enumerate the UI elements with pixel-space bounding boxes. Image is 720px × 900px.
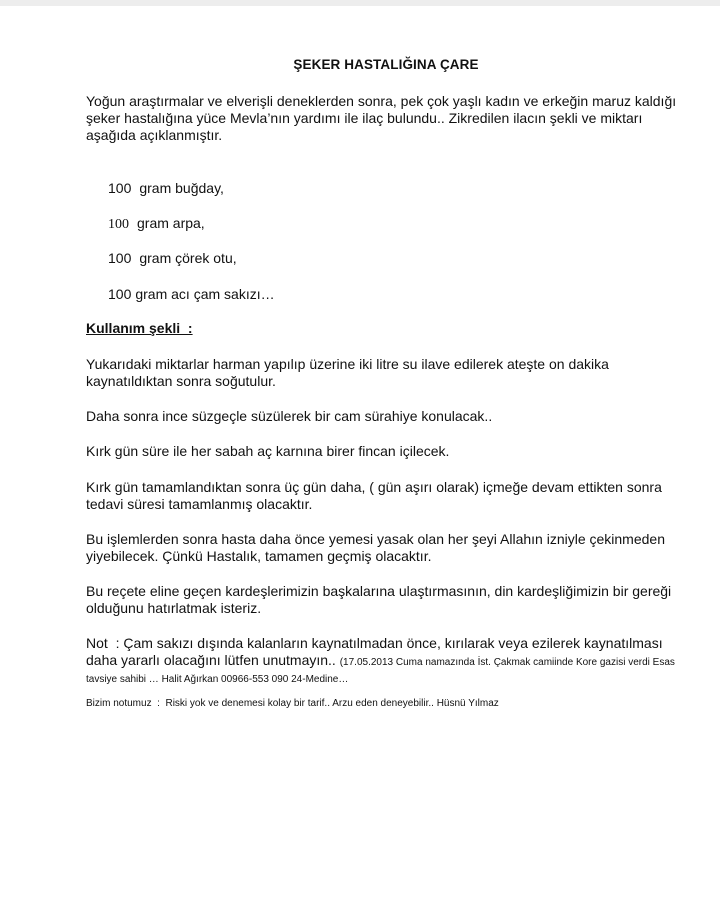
intro-paragraph: Yoğun araştırmalar ve elverişli deneklerden sonra, pek çok yaşlı kadın ve erkeğin maruz kaldığı şeker hastalığına yüce Mevla’nın yardımı ile ilaç bulundu.. Zikredilen ilacın şekli ve miktarı aşağıda açıklanmıştır. [86, 93, 677, 143]
note-text: Çam sakızı dışında kalanların kaynatılmadan önce, kırılarak veya ezilerek kaynatılması daha yararlı olacağını lütfen unutmayın.. [86, 635, 663, 668]
ingredient-item [108, 215, 205, 233]
note-paragraph [86, 635, 692, 686]
ingredient-text: gram acı çam sakızı… [135, 286, 275, 302]
ingredient-item [108, 180, 224, 197]
ingredient-item [108, 286, 275, 303]
instruction-paragraph: Bu reçete eline geçen kardeşlerimizin başkalarına ulaştırmasının, din kardeşliğimizin bir gereği olduğunu hatırlatmak isteriz. [86, 583, 672, 616]
footer-note: Bizim notumuz : Riski yok ve denemesi kolay bir tarif.. Arzu eden deneyebilir.. Hüsnü Yılmaz [86, 698, 499, 709]
note-label: Not : [86, 635, 120, 651]
ingredient-text: gram çörek otu, [139, 250, 237, 266]
ingredient-quantity: 100 [108, 180, 132, 196]
top-band [0, 0, 720, 6]
instruction-paragraph: Kırk gün süre ile her sabah aç karnına birer fincan içilecek. [86, 443, 450, 459]
ingredient-item [108, 250, 237, 267]
instruction-paragraph: Daha sonra ince süzgeçle süzülerek bir cam sürahiye konulacak.. [86, 408, 493, 424]
usage-heading: Kullanım şekli : [86, 320, 193, 336]
instruction-paragraph: Kırk gün tamamlandıktan sonra üç gün daha, ( gün aşırı olarak) içmeğe devam ettikten sonra tedavi süresi tamamlanmış olacaktır. [86, 479, 662, 512]
ingredient-text: gram buğday, [139, 180, 224, 196]
ingredient-quantity: 100 [108, 286, 132, 302]
document-title: ŞEKER HASTALIĞINA ÇARE [293, 57, 479, 72]
ingredient-text: gram arpa, [137, 215, 205, 231]
instruction-paragraph: Yukarıdaki miktarlar harman yapılıp üzerine iki litre su ilave edilerek ateşte on dakika kaynatıldıktan sonra soğutulur. [86, 356, 609, 389]
instruction-paragraph: Bu işlemlerden sonra hasta daha önce yemesi yasak olan her şeyi Allahın izniyle çekinmeden yiyebilecek. Çünkü Hastalık, tamamen geçmiş olacaktır. [86, 531, 665, 564]
note-source: (17.05.2013 Cuma namazında İst. Çakmak camiinde Kore gazisi verdi Esas tavsiye sahibi … Halit Ağırkan 00966-553 090 24-Medine… [86, 657, 675, 685]
ingredient-quantity: 100 [108, 217, 129, 232]
ingredient-quantity: 100 [108, 250, 132, 266]
